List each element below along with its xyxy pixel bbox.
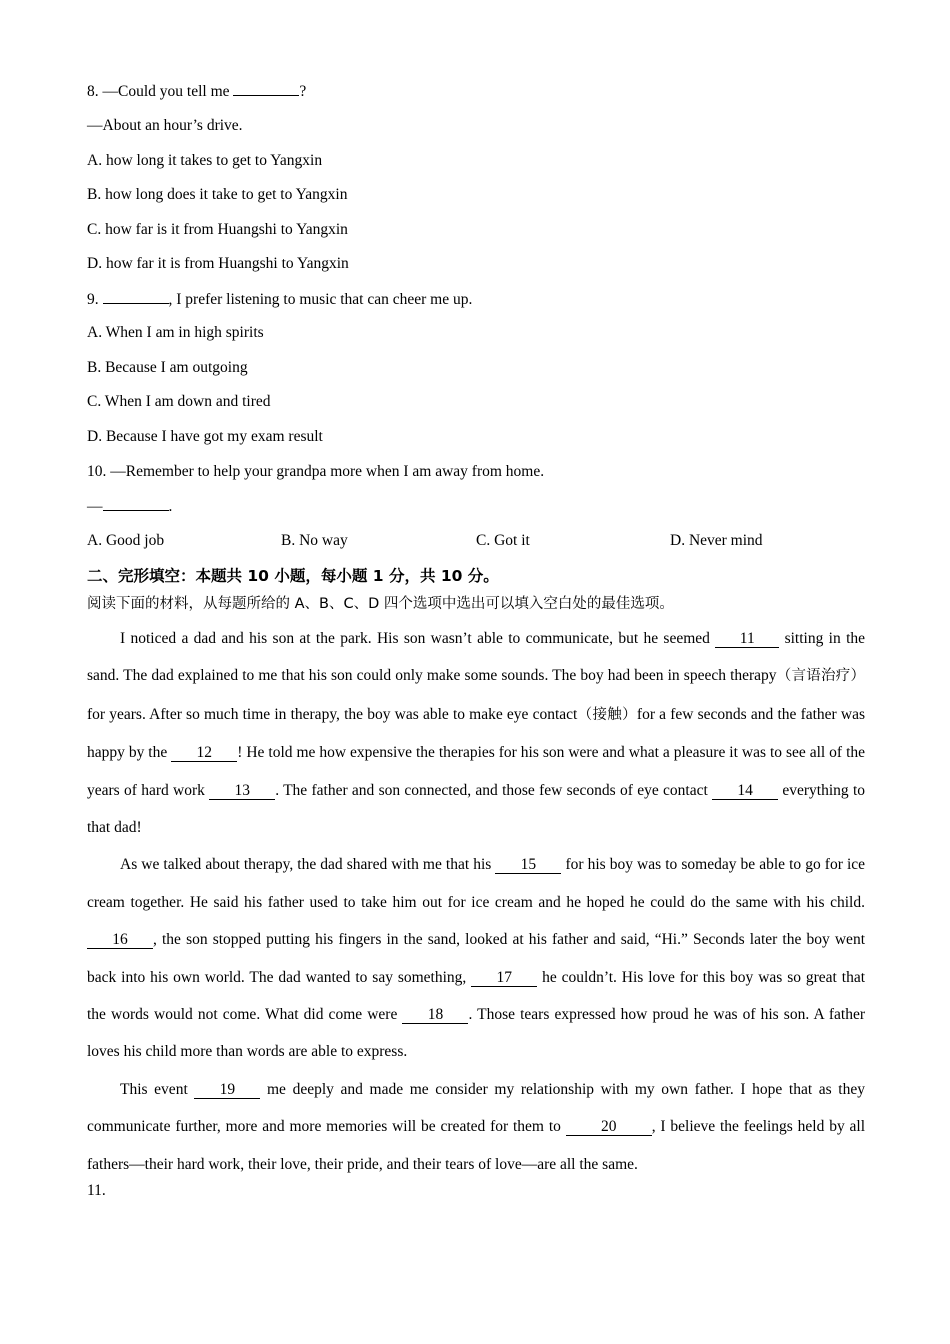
question-9-stem [87,289,472,310]
cloze-blank-20: 20 [566,1119,652,1136]
question-10-option-c: C. Got it [476,532,530,549]
question-11-label: 11. [87,1182,106,1199]
question-10-reply [87,496,172,517]
cloze-blank-11: 11 [715,631,779,648]
passage-text: ! He told me how expensive the therapies for his son were and what a pleasure it was to see all of the years of hard work [87,744,865,799]
passage-text: , I believe the feelings held by all fathers—their hard work, their love, their pride, and their tears of love—are all the same. [87,1118,866,1173]
question-10-stem: 10. —Remember to help your grandpa more when I am away from home. [87,463,545,480]
cloze-blank-14: 14 [712,783,778,800]
question-10-option-a: A. Good job [87,532,165,549]
question-8-stem-suffix: ? [299,83,307,100]
passage-text: he couldn’t. His love for this boy was so great that the words would not come. What did come were [87,968,865,1024]
question-8-stem-prefix: 8. —Could you tell me [87,83,230,100]
question-9-stem-suffix: , I prefer listening to music that can cheer me up. [168,291,473,308]
passage-paragraph-3 [87,1071,865,1183]
section-2-instruction: 阅读下面的材料，从每题所给的 A、B、C、D 四个选项中选出可以填入空白处的最佳选项。 [87,596,674,612]
passage-text: everything to that dad! [87,781,866,837]
question-8-option-c: C. how far is it from Huangshi to Yangxin [87,221,348,238]
passage-text: I noticed a dad and his son at the park. His son wasn’t able to communicate, but he seemed [120,630,716,647]
passage-text: me deeply and made me consider my relationship with my own father. I hope that as they communicate further, more and more memories will be created for them to [87,1080,865,1136]
question-8-reply: —About an hour’s drive. [87,117,243,134]
question-9-option-b: B. Because I am outgoing [87,359,248,376]
passage-text: This event [120,1080,195,1098]
passage-text: . The father and son connected, and those few seconds of eye contact [275,781,713,799]
question-9-option-a: A. When I am in high spirits [87,324,264,341]
cloze-blank-13: 13 [209,783,275,800]
answer-blank [103,496,169,511]
passage-text: . Those tears expressed how proud he was of his son. A father loves his child more than words are able to express. [87,1006,866,1061]
passage-text: for years. After so much time in therapy, the boy was able to make eye contact [87,705,578,723]
cloze-blank-12: 12 [171,745,237,762]
passage-chinese-gloss: （言语治疗） [776,668,866,685]
passage-text: for his boy was to someday be able to go for ice cream together. He said his father used to take him out for ice cream and he hoped he could do the same with his child. [87,856,866,911]
cloze-blank-15: 15 [495,857,561,874]
answer-blank [233,81,299,96]
passage-chinese-gloss: （接触） [577,706,637,723]
cloze-passage [87,620,865,1183]
question-8-option-b: B. how long does it take to get to Yangxin [87,186,348,203]
cloze-blank-19: 19 [194,1082,260,1099]
cloze-blank-17: 17 [471,970,537,987]
answer-blank [103,289,169,304]
question-10-reply-suffix: . [168,498,173,515]
passage-paragraph-2 [87,846,865,1070]
passage-paragraph-1 [87,620,865,846]
passage-text: As we talked about therapy, the dad shared with me that his [120,856,496,874]
passage-text: sitting in the sand. The dad explained to me that his son could only make some sounds. The boy had been in speech therapy [87,630,866,685]
passage-text: for a few seconds and the father was happy by the [87,705,865,762]
question-10-option-b: B. No way [281,532,348,549]
question-8-option-d: D. how far it is from Huangshi to Yangxin [87,255,349,272]
question-8-stem [87,81,306,102]
cloze-blank-18: 18 [402,1007,468,1024]
question-8-option-a: A. how long it takes to get to Yangxin [87,152,323,169]
section-2-title: 二、完形填空：本题共 10 小题，每小题 1 分，共 10 分。 [87,567,499,585]
passage-text: , the son stopped putting his fingers in the sand, looked at his father and said, “Hi.” Seconds later the boy went back into his own world. The dad wanted to say something, [87,931,865,986]
question-10-reply-prefix: — [87,498,103,515]
question-10-option-d: D. Never mind [670,532,763,549]
question-9-option-c: C. When I am down and tired [87,393,271,410]
cloze-blank-16: 16 [87,932,153,949]
question-9-stem-prefix: 9. [87,291,99,308]
question-9-option-d: D. Because I have got my exam result [87,428,323,445]
